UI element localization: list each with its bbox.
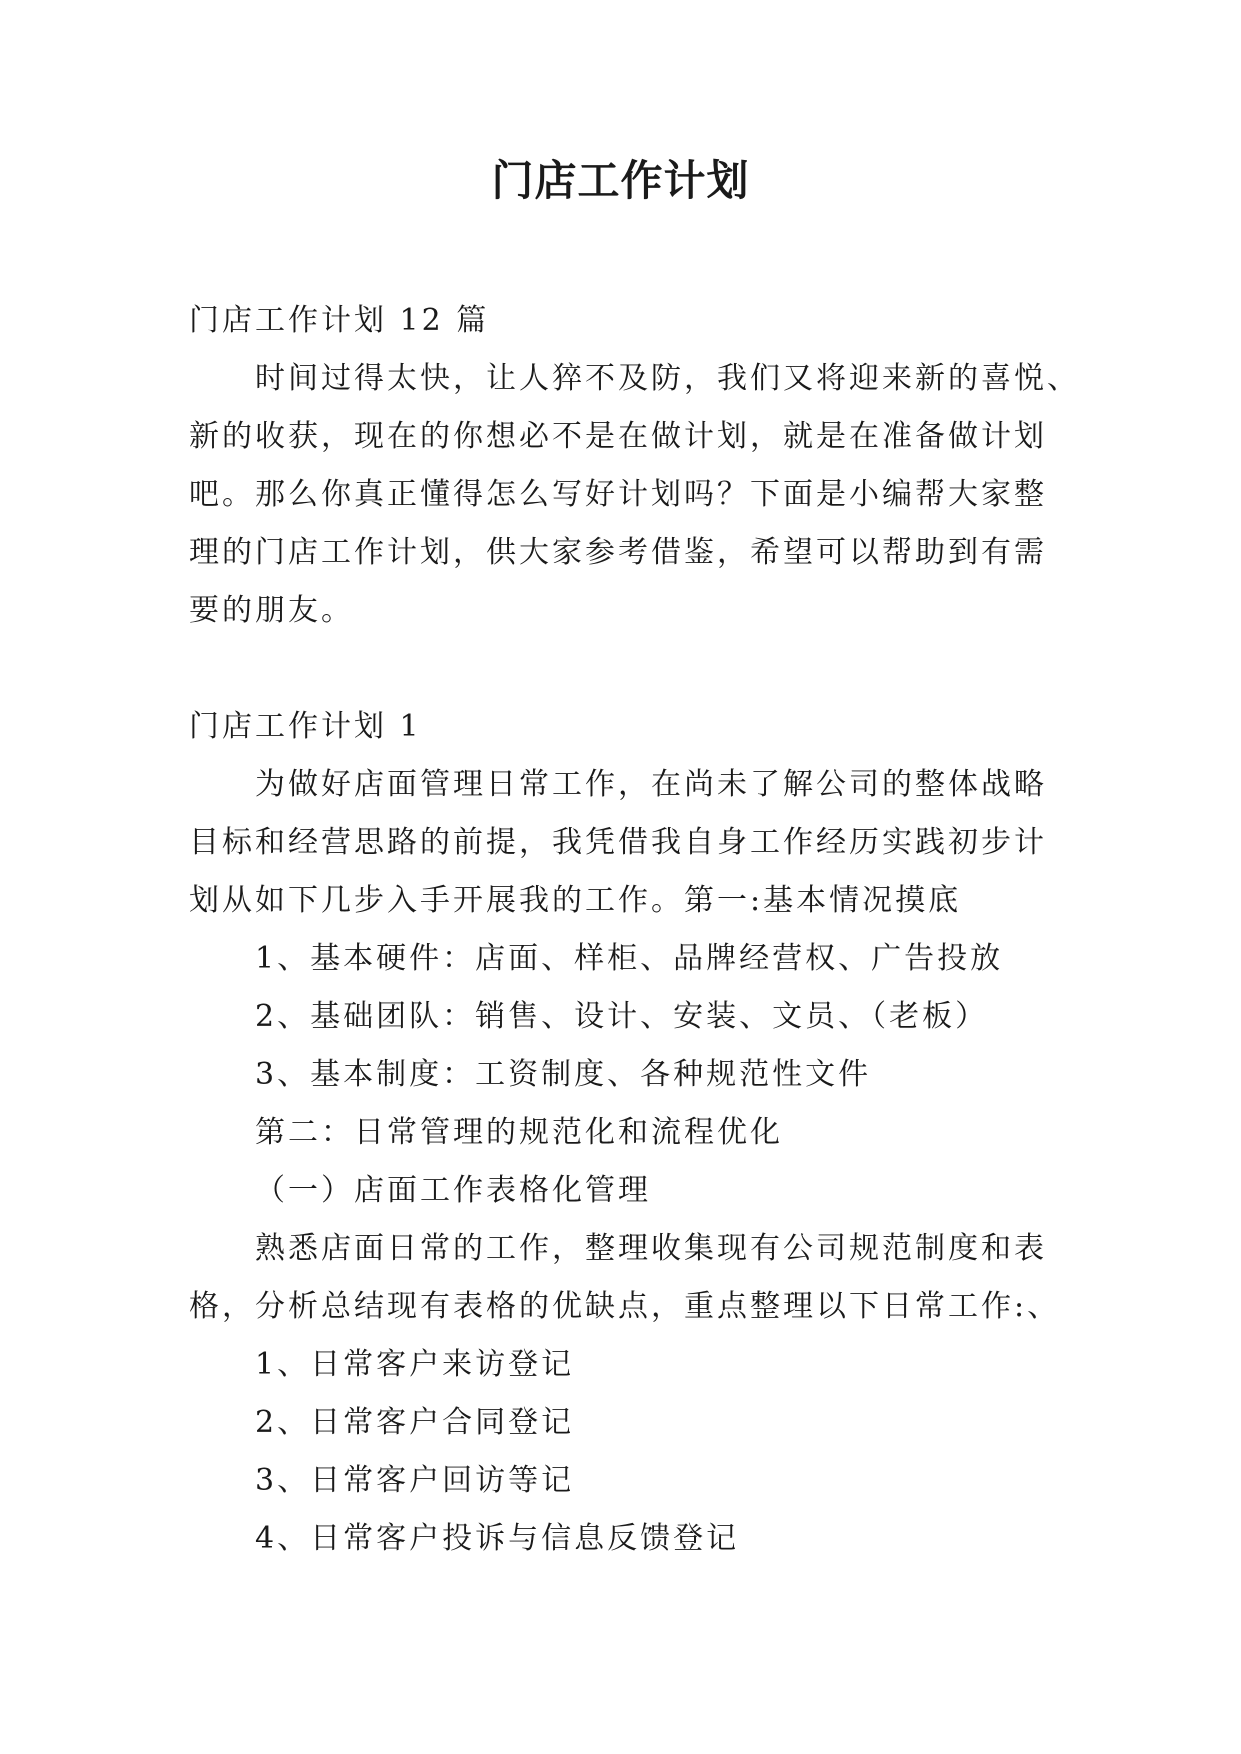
sub-heading: （一）店面工作表格化管理 [255, 1173, 651, 1208]
second-heading: 第二：日常管理的规范化和流程优化 [255, 1115, 783, 1150]
spacer [189, 640, 1059, 698]
daily-item: 2、日常客户合同登记 [255, 1405, 575, 1440]
basic-item: 2、基础团队：销售、设计、安装、文员、（老板） [255, 999, 989, 1034]
document-body [189, 292, 1080, 1568]
paragraph-line: 目标和经营思路的前提，我凭借我自身工作经历实践初步计 [189, 825, 1047, 860]
daily-item: 3、日常客户回访等记 [255, 1463, 575, 1498]
section-heading: 门店工作计划 1 [189, 709, 422, 744]
intro-line: 要的朋友。 [189, 593, 354, 628]
basic-item: 3、基本制度：工资制度、各种规范性文件 [255, 1057, 872, 1092]
intro-line: 理的门店工作计划，供大家参考借鉴，希望可以帮助到有需 [189, 535, 1047, 570]
paragraph-line: 格，分析总结现有表格的优缺点，重点整理以下日常工作:、 [189, 1289, 1061, 1324]
paragraph-line: 为做好店面管理日常工作，在尚未了解公司的整体战略 [255, 767, 1047, 802]
intro-line: 吧。那么你真正懂得怎么写好计划吗？下面是小编帮大家整 [189, 477, 1047, 512]
basic-item: 1、基本硬件：店面、样柜、品牌经营权、广告投放 [255, 941, 1004, 976]
doc-heading: 门店工作计划 12 篇 [189, 303, 490, 338]
document-title: 门店工作计划 [491, 156, 750, 205]
intro-line: 新的收获，现在的你想必不是在做计划，就是在准备做计划 [189, 419, 1047, 454]
daily-item: 1、日常客户来访登记 [255, 1347, 575, 1382]
daily-item: 4、日常客户投诉与信息反馈登记 [255, 1521, 740, 1556]
intro-line: 时间过得太快，让人猝不及防，我们又将迎来新的喜悦、 [255, 361, 1080, 396]
paragraph-line: 熟悉店面日常的工作，整理收集现有公司规范制度和表 [255, 1231, 1047, 1266]
paragraph-line: 划从如下几步入手开展我的工作。第一:基本情况摸底 [189, 883, 962, 918]
